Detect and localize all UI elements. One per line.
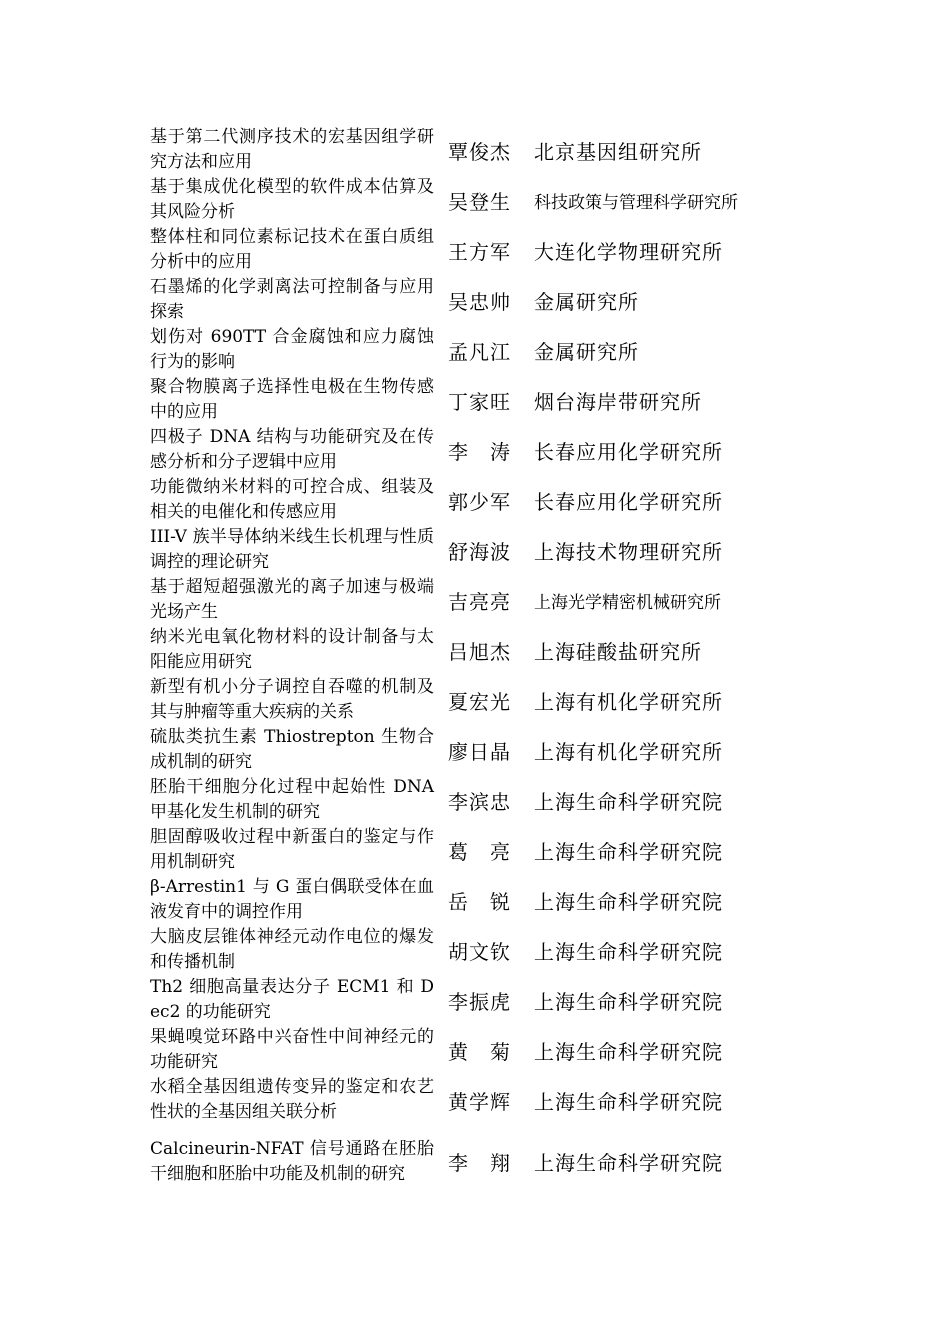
institute-name: 上海硅酸盐研究所: [534, 639, 702, 664]
researcher-name: 覃俊杰: [448, 139, 511, 164]
researcher-name: 夏宏光: [448, 689, 511, 714]
project-title: β-Arrestin1 与 G 蛋白偶联受体在血液发育中的调控作用: [150, 877, 434, 922]
table-row: [150, 375, 770, 425]
researcher-name: 黄学辉: [448, 1089, 511, 1114]
award-list-table: [150, 125, 770, 1198]
researcher-name: 王方军: [448, 239, 511, 264]
researcher-name: 胡文钦: [448, 939, 511, 964]
researcher-name: 李 涛: [448, 439, 511, 464]
table-row: [150, 875, 770, 925]
table-row: [150, 1125, 770, 1198]
project-title: 大脑皮层锥体神经元动作电位的爆发和传播机制: [150, 927, 434, 972]
researcher-name: 舒海波: [448, 539, 511, 564]
project-title: 新型有机小分子调控自吞噬的机制及其与肿瘤等重大疾病的关系: [150, 677, 434, 722]
table-row: [150, 975, 770, 1025]
researcher-name: 李 翔: [448, 1151, 511, 1175]
institute-name: 烟台海岸带研究所: [534, 389, 702, 414]
project-title: III-V 族半导体纳米线生长机理与性质调控的理论研究: [150, 527, 434, 572]
table-row: [150, 325, 770, 375]
project-title: 整体柱和同位素标记技术在蛋白质组分析中的应用: [150, 227, 434, 272]
institute-name: 科技政策与管理科学研究所: [534, 192, 738, 213]
project-title: 基于集成优化模型的软件成本估算及其风险分析: [150, 177, 434, 222]
researcher-name: 孟凡江: [448, 339, 511, 364]
table-row: [150, 525, 770, 575]
table-row: [150, 1075, 770, 1125]
table-row: [150, 825, 770, 875]
institute-name: 上海生命科学研究院: [534, 1151, 723, 1175]
institute-name: 上海生命科学研究院: [534, 889, 723, 914]
researcher-name: 李振虎: [448, 989, 511, 1014]
researcher-name: 李滨忠: [448, 789, 511, 814]
table-row: [150, 225, 770, 275]
table-row: [150, 675, 770, 725]
institute-name: 北京基因组研究所: [534, 139, 702, 164]
project-title: 聚合物膜离子选择性电极在生物传感中的应用: [150, 377, 434, 422]
institute-name: 上海有机化学研究所: [534, 739, 723, 764]
institute-name: 上海生命科学研究院: [534, 789, 723, 814]
institute-name: 上海有机化学研究所: [534, 689, 723, 714]
project-title: Calcineurin-NFAT 信号通路在胚胎干细胞和胚胎中功能及机制的研究: [150, 1138, 434, 1184]
institute-name: 上海光学精密机械研究所: [534, 592, 721, 613]
institute-name: 上海生命科学研究院: [534, 1089, 723, 1114]
table-row: [150, 625, 770, 675]
researcher-name: 郭少军: [448, 489, 511, 514]
project-title: 胆固醇吸收过程中新蛋白的鉴定与作用机制研究: [150, 827, 434, 872]
project-title: 划伤对 690TT 合金腐蚀和应力腐蚀行为的影响: [150, 327, 434, 372]
project-title: 胚胎干细胞分化过程中起始性 DNA 甲基化发生机制的研究: [150, 777, 434, 822]
institute-name: 长春应用化学研究所: [534, 489, 723, 514]
project-title: 果蝇嗅觉环路中兴奋性中间神经元的功能研究: [150, 1027, 434, 1072]
researcher-name: 吴忠帅: [448, 289, 511, 314]
table-row: [150, 125, 770, 175]
table-row: [150, 175, 770, 225]
institute-name: 上海生命科学研究院: [534, 839, 723, 864]
table-row: [150, 275, 770, 325]
institute-name: 上海生命科学研究院: [534, 939, 723, 964]
project-title: 水稻全基因组遗传变异的鉴定和农艺性状的全基因组关联分析: [150, 1077, 434, 1122]
researcher-name: 吕旭杰: [448, 639, 511, 664]
researcher-name: 吴登生: [448, 189, 511, 214]
table-row: [150, 425, 770, 475]
institute-name: 大连化学物理研究所: [534, 239, 723, 264]
table-row: [150, 925, 770, 975]
project-title: 纳米光电氧化物材料的设计制备与太阳能应用研究: [150, 627, 434, 672]
institute-name: 上海生命科学研究院: [534, 1039, 723, 1064]
project-title: 基于第二代测序技术的宏基因组学研究方法和应用: [150, 127, 434, 172]
researcher-name: 丁家旺: [448, 389, 511, 414]
table-row: [150, 775, 770, 825]
researcher-name: 黄 菊: [448, 1039, 511, 1064]
project-title: 石墨烯的化学剥离法可控制备与应用探索: [150, 277, 434, 322]
researcher-name: 葛 亮: [448, 839, 511, 864]
project-title: 四极子 DNA 结构与功能研究及在传感分析和分子逻辑中应用: [150, 427, 434, 472]
table-row: [150, 725, 770, 775]
project-title: 基于超短超强激光的离子加速与极端光场产生: [150, 577, 434, 622]
project-title: 硫肽类抗生素 Thiostrepton 生物合成机制的研究: [150, 727, 434, 772]
researcher-name: 岳 锐: [448, 889, 511, 914]
project-title: 功能微纳米材料的可控合成、组装及相关的电催化和传感应用: [150, 477, 434, 522]
institute-name: 金属研究所: [534, 339, 639, 364]
institute-name: 上海生命科学研究院: [534, 989, 723, 1014]
researcher-name: 廖日晶: [448, 739, 511, 764]
table-row: [150, 575, 770, 625]
institute-name: 上海技术物理研究所: [534, 539, 723, 564]
researcher-name: 吉亮亮: [448, 589, 511, 614]
institute-name: 长春应用化学研究所: [534, 439, 723, 464]
table-row: [150, 475, 770, 525]
institute-name: 金属研究所: [534, 289, 639, 314]
project-title: Th2 细胞高量表达分子 ECM1 和 Dec2 的功能研究: [150, 977, 434, 1022]
table-row: [150, 1025, 770, 1075]
